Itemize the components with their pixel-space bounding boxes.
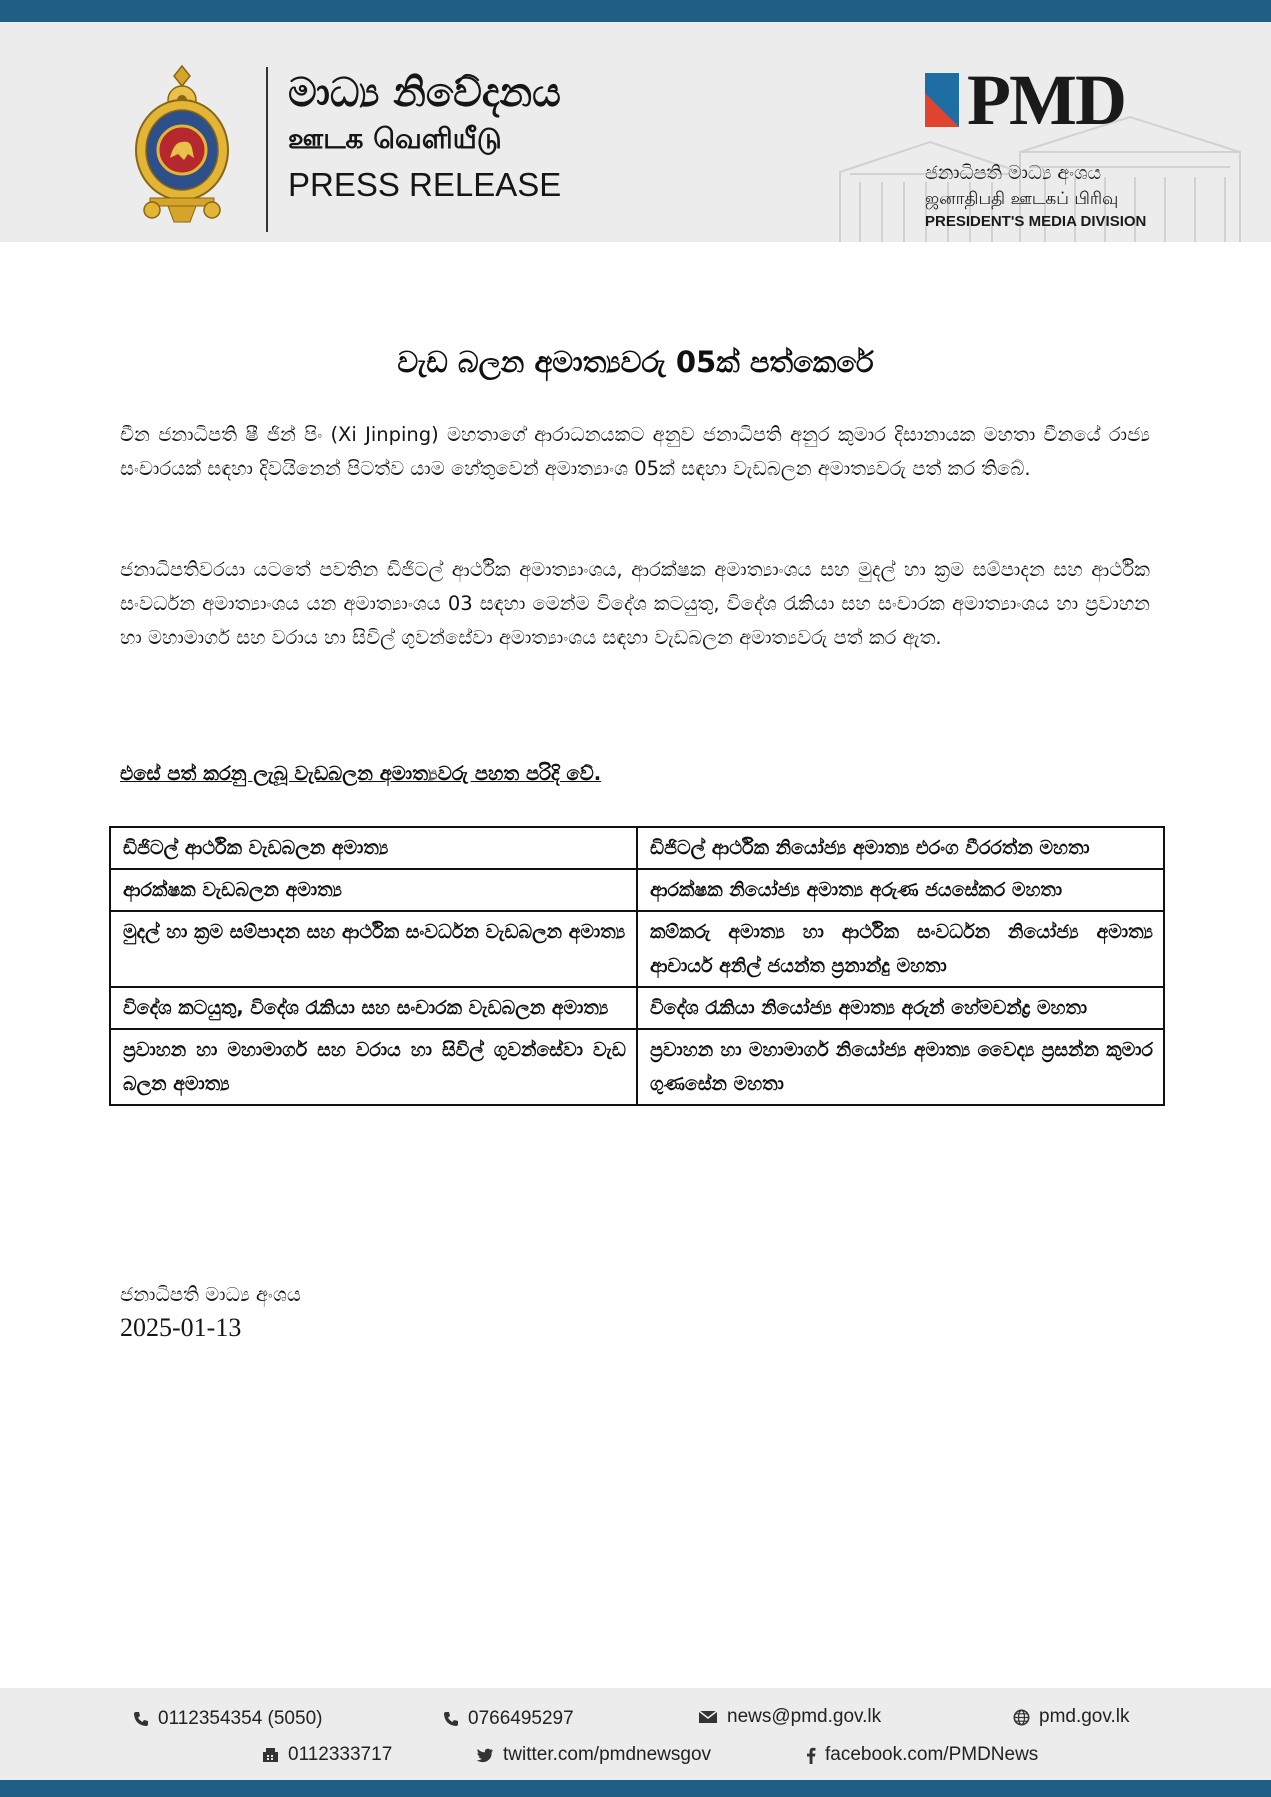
appointee-cell: කම්කරු අමාත්‍ය හා ආර්ථික සංවර්ධන නියෝජ්‍ය අමාත්‍ය ආචාර්ය අනිල් ජයන්ත ප්‍රනාන්දු මහතා [637, 911, 1164, 987]
table-row [110, 987, 1164, 1029]
mail-icon [698, 1710, 718, 1724]
table-row [110, 1029, 1164, 1105]
appointee-cell: ප්‍රවාහන හා මහාමාර්ග නියෝජ්‍ය අමාත්‍ය වෛද්‍ය ප්‍රසන්න කුමාර ගුණසේන මහතා [637, 1029, 1164, 1105]
header-divider [266, 67, 268, 232]
contact-footer [0, 1688, 1271, 1780]
mobile-phone-icon [443, 1711, 459, 1727]
contact-fax [262, 1744, 392, 1766]
pmd-logo-mark-icon [925, 73, 959, 127]
division-name-english: PRESIDENT'S MEDIA DIVISION [925, 213, 1147, 230]
table-row [110, 827, 1164, 869]
appointee-cell: විදේශ රැකියා නියෝජ්‍ය අමාත්‍ය අරුන් හේමචන්ද්‍ර මහතා [637, 987, 1164, 1029]
header-title-english: PRESS RELEASE [288, 166, 562, 203]
appointee-cell: ආරක්ෂක නියෝජ්‍ය අමාත්‍ය අරුණ ජයසේකර මහතා [637, 869, 1164, 911]
appointee-cell: ඩිජිටල් ආර්ථික නියෝජ්‍ය අමාත්‍ය එරංග වීරරත්න මහතා [637, 827, 1164, 869]
letterhead [0, 22, 1271, 242]
phone-icon [133, 1711, 149, 1727]
table-row [110, 911, 1164, 987]
email-link[interactable]: news@pmd.gov.lk [727, 1706, 882, 1727]
appointments-heading: එසේ පත් කරනු ලැබූ වැඩබලන අමාත්‍යවරු පහත පරිදි වේ. [120, 762, 602, 785]
facebook-icon [806, 1747, 816, 1764]
paragraph-1: චීන ජනාධිපති ෂී ජින් පිං (Xi Jinping) මහතාගේ ආරාධනයකට අනුව ජනාධිපති අනුර කුමාර දිසානායක මහතා චීනයේ රාජ්‍ය සංචාරයක් සඳහා දිවයිනෙන් පිටත්ව යාම හේතුවෙන් අමාත්‍යාංශ 05ක් සඳහා වැඩබලන අමාත්‍යවරු පත් කර තිබේ. [120, 423, 1150, 480]
contact-twitter [476, 1744, 711, 1766]
phone-2-text[interactable]: 0766495297 [468, 1708, 574, 1729]
phone-1-text[interactable]: 0112354354 (5050) [158, 1708, 323, 1729]
acting-post-cell: ප්‍රවාහන හා මහාමාර්ග සහ වරාය හා සිවිල් ගුවන්සේවා වැඩ බලන අමාත්‍ය [110, 1029, 637, 1105]
fax-text[interactable]: 0112333717 [288, 1744, 393, 1765]
acting-post-cell: ඩිජිටල් ආර්ථික වැඩබලන අමාත්‍ය [110, 827, 637, 869]
pmd-logo [925, 60, 1125, 140]
fax-icon [262, 1747, 279, 1763]
contact-facebook [806, 1744, 1038, 1766]
acting-post-cell: මුදල් හා ක්‍රම සම්පාදන සහ ආර්ථික සංවර්ධන වැඩබලන අමාත්‍ය [110, 911, 637, 987]
document-title: වැඩ බලන අමාත්‍යවරු 05ක් පත්කෙරේ [397, 345, 874, 379]
signoff-office: ජනාධිපති මාධ්‍ය අංශය [120, 1283, 301, 1306]
acting-post-cell: ආරක්ෂක වැඩබලන අමාත්‍ය [110, 869, 637, 911]
paragraph-2: ජනාධිපතිවරයා යටතේ පවතින ඩිජිටල් ආර්ථික අමාත්‍යාංශය, ආරක්ෂක අමාත්‍යාංශය සහ මුදල් හා ක්‍රම සම්පාදන සහ ආර්ථික සංවර්ධන අමාත්‍යාංශය යන අමාත්‍යාංශය 03 සඳහා මෙන්ම විදේශ කටයුතු, විදේශ රැකියා සහ සංචාරක අමාත්‍යාංශය හා ප්‍රවාහන හා මහාමාර්ග සහ වරාය හා සිවිල් ගුවන්සේවා අමාත්‍යාංශය සඳහා වැඩබලන අමාත්‍යවරු පත් කර ඇත. [120, 558, 1150, 649]
division-name-sinhala: ජනාධිපති මාධ්‍ය අංශය [925, 162, 1102, 184]
twitter-link[interactable]: twitter.com/pmdnewsgov [503, 1744, 712, 1765]
globe-icon [1013, 1709, 1030, 1726]
bottom-color-band [0, 1780, 1271, 1797]
contact-phone-2 [443, 1708, 574, 1730]
top-color-band [0, 0, 1271, 22]
header-title-sinhala: මාධ්‍ය නිවේදනය [288, 70, 561, 116]
division-name-tamil: ஜனாதிபதி ஊடகப் பிரிவு [925, 189, 1119, 209]
twitter-icon [476, 1748, 494, 1763]
contact-phone-1 [133, 1708, 322, 1730]
facebook-link[interactable]: facebook.com/PMDNews [825, 1744, 1039, 1765]
signoff-date: 2025-01-13 [120, 1313, 242, 1342]
pmd-wordmark: PMD [967, 60, 1125, 140]
contact-website [1013, 1706, 1129, 1728]
acting-post-cell: විදේශ කටයුතු, විදේශ රැකියා සහ සංචාරක වැඩබලන අමාත්‍ය [110, 987, 637, 1029]
website-link[interactable]: pmd.gov.lk [1039, 1706, 1130, 1727]
header-title-tamil: ஊடக வெளியீடு [288, 122, 502, 155]
table-row [110, 869, 1164, 911]
sri-lanka-emblem-icon [130, 62, 234, 227]
contact-email [698, 1706, 881, 1728]
appointments-table [109, 826, 1165, 1106]
